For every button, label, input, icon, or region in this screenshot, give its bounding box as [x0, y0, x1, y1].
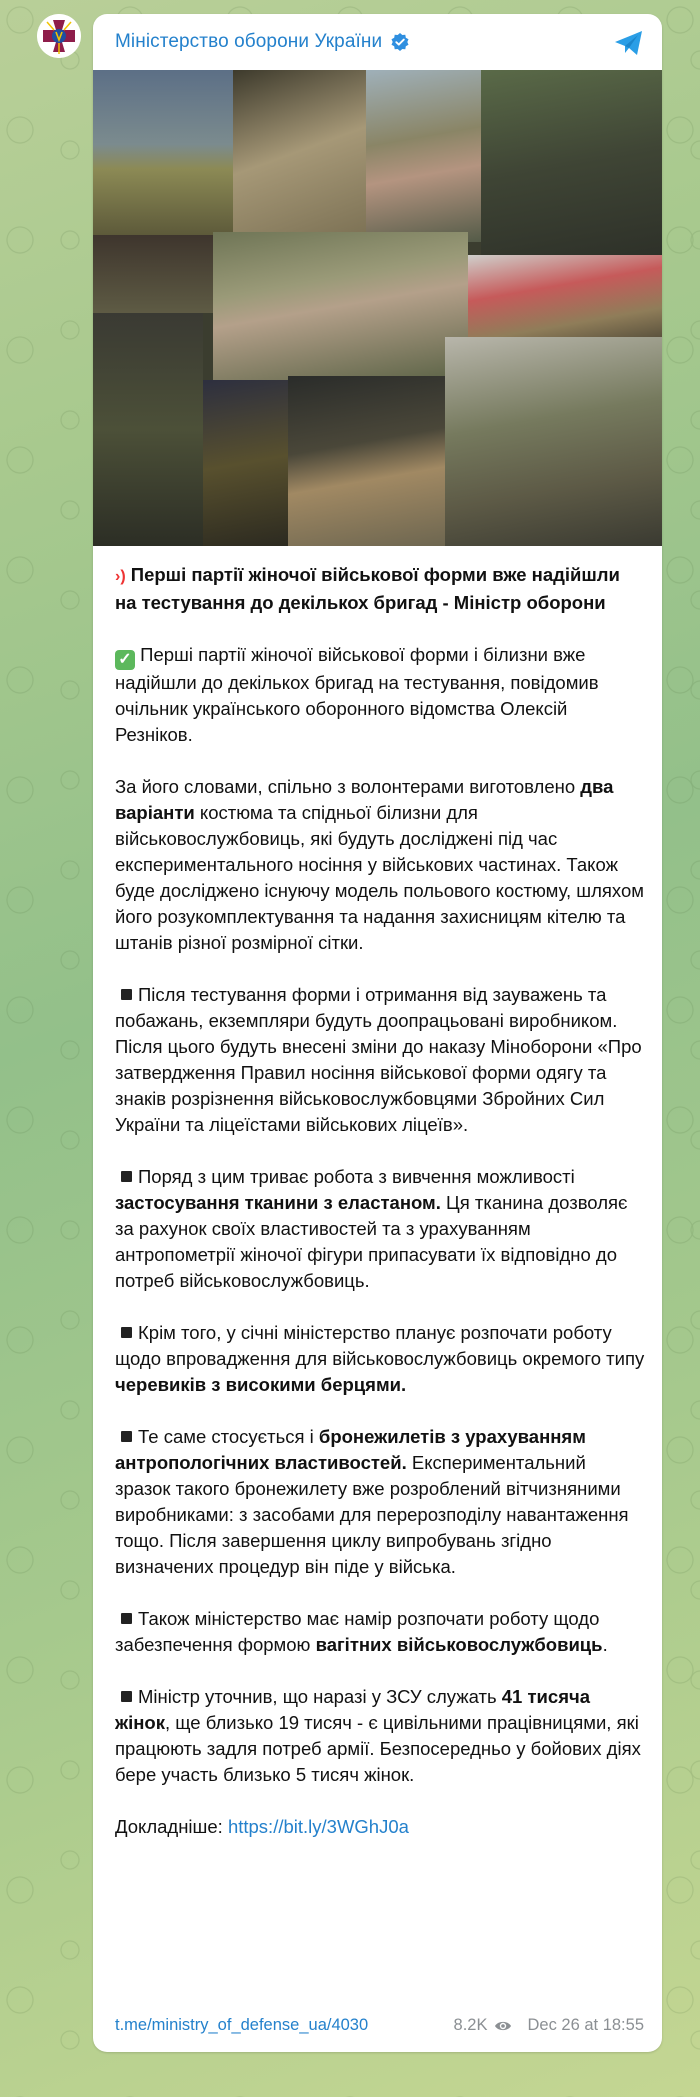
paragraph-4: Поряд з цим триває робота з вивчення можливості застосування тканини з еластаном. Ця тканина дозволяє за рахунок своїх властивостей та з урахуванням антропометрії жіночої фігури припасувати їх відповідно до потреб військовослужбовиць.: [115, 1166, 628, 1291]
photo-tile: [366, 70, 481, 242]
photo-tile: [481, 70, 662, 255]
square-bullet-icon: [121, 1691, 132, 1702]
paragraph-3: Після тестування форми і отримання від зауважень та побажань, екземпляри будуть доопрацьовані виробником. Після цього будуть внесені зміни до наказу Міноборони «Про затвердження Правил носіння військової форми одягу та знаків розрізнення військовослужбовцями Збройних Сил України та ліцеїстами військових ліцеїв».: [115, 984, 642, 1135]
post-header: [93, 14, 662, 70]
photo-tile: [468, 255, 662, 337]
loudspeaker-icon: ›): [115, 568, 126, 585]
paragraph-8: Міністр уточнив, що наразі у ЗСУ служать 41 тисяча жінок, ще близько 19 тисяч - є цивільними працівницями, які працюють задля потреб армії. Безпосередньо у бойових діях бере участь близько 5 тисяч жінок.: [115, 1686, 641, 1785]
post-date: Dec 26 at 18:55: [527, 2016, 644, 2034]
paragraph-2: За його словами, спільно з волонтерами виготовлено два варіанти костюма та спідньої білизни для військовослужбовиць, які будуть досліджені під час експериментального носіння у військових частинах. Також буде досліджено існуючу модель польового костюму, шляхом його розукомплектування та надання захисницям кітелю та штанів різної розмірної сітки.: [115, 776, 644, 953]
square-bullet-icon: [121, 1431, 132, 1442]
photo-tile: [203, 380, 288, 546]
photo-tile: [93, 313, 203, 546]
eye-icon: [494, 2019, 512, 2033]
post-footer: [115, 2016, 644, 2035]
square-bullet-icon: [121, 1613, 132, 1624]
more-info-line: Докладніше: https://bit.ly/3WGhJ0a: [115, 1816, 409, 1837]
square-bullet-icon: [121, 989, 132, 1000]
photo-tile: [233, 70, 366, 232]
view-count: 8.2K: [453, 2016, 488, 2034]
photo-tile: [213, 232, 468, 380]
photo-tile: [288, 376, 445, 546]
more-info-link[interactable]: https://bit.ly/3WGhJ0a: [227, 1816, 409, 1837]
square-bullet-icon: [121, 1327, 132, 1338]
photo-tile: [93, 70, 233, 235]
photo-tile: [445, 337, 662, 546]
paragraph-6: Те саме стосується і бронежилетів з урахуванням антропологічних властивостей. Експериментальний зразок такого бронежилету вже розроблений вітчизняними виробниками: з засобами для перерозподілу навантаження тощо. Після завершення циклу випробувань згідно визначених процедур він піде у війська.: [115, 1426, 629, 1577]
post-meta: [454, 2016, 644, 2035]
photo-tile: [93, 235, 213, 313]
ministry-emblem-icon: [37, 14, 81, 58]
telegram-plane-icon[interactable]: [614, 30, 644, 56]
square-bullet-icon: [121, 1171, 132, 1182]
photo-collage[interactable]: [93, 70, 662, 546]
paragraph-5: Крім того, у січні міністерство планує розпочати роботу щодо впровадження для військовослужбовиць окремого типу черевиків з високими берцями.: [115, 1322, 645, 1395]
post-headline: ›) Перші партії жіночої військової форми вже надійшли на тестування до декількох бригад - Міністр оборони: [115, 564, 620, 613]
check-mark-icon: ✓: [115, 650, 135, 670]
channel-avatar[interactable]: [37, 14, 81, 58]
post-permalink[interactable]: t.me/ministry_of_defense_ua/4030: [115, 2016, 369, 2034]
post-text: [115, 562, 645, 1840]
verified-badge-icon: [390, 32, 410, 52]
paragraph-1: ✓ Перші партії жіночої військової форми і білизни вже надійшли до декількох бригад на тестування, повідомив очільник українського оборонного відомства Олексій Резніков.: [115, 644, 599, 745]
channel-post-card: [93, 14, 662, 2052]
paragraph-7: Також міністерство має намір розпочати роботу щодо забезпечення формою вагітних військовослужбовиць.: [115, 1608, 608, 1655]
channel-name[interactable]: Міністерство оборони України: [115, 31, 383, 52]
